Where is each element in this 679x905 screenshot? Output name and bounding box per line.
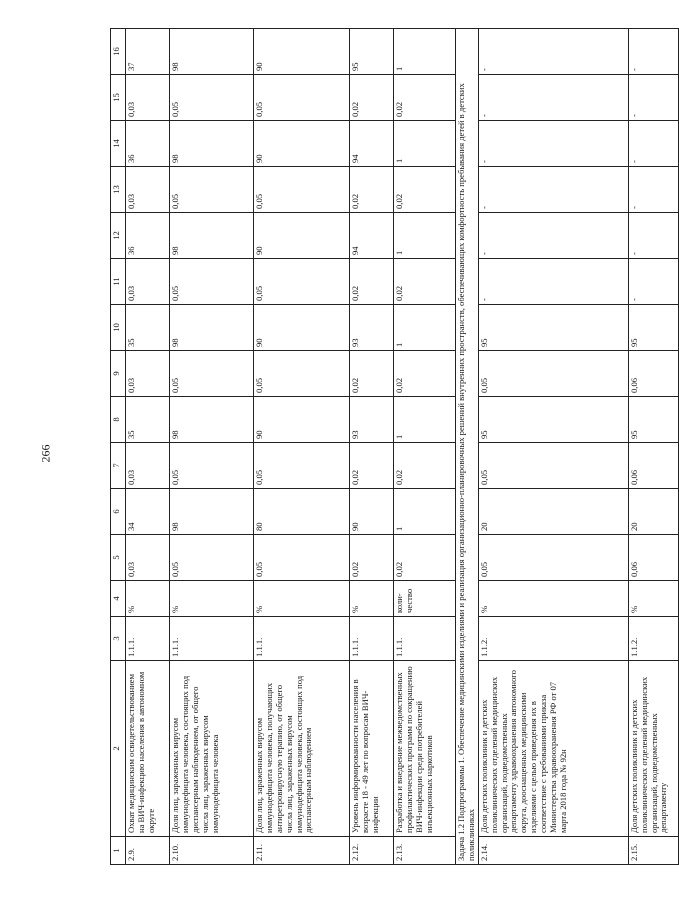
value-cell: - [628,259,678,305]
header-cell: 3 [111,617,126,661]
value-cell: 0,02 [350,259,394,305]
value-cell: 0,05 [170,259,254,305]
value-cell: 0,05 [170,351,254,397]
value-cell: 0,03 [126,167,170,213]
value-cell: 37 [126,29,170,75]
value-cell: 94 [350,121,394,167]
indicator-code-cell: 1.1.1. [394,617,456,661]
value-cell: - [478,259,628,305]
header-cell: 1 [111,837,126,865]
indicator-name-cell: Охват медицинским освидетельствованием на ВИЧ-инфекцию населения в автономном округе [126,661,170,837]
value-cell: 1 [394,305,456,351]
value-cell: 90 [254,213,350,259]
value-cell: 90 [254,305,350,351]
header-cell: 14 [111,121,126,167]
value-cell: 0,03 [126,535,170,581]
value-cell: 1 [394,121,456,167]
value-cell: 0,05 [254,351,350,397]
value-cell: - [628,75,678,121]
row-number-cell: 2.10. [170,837,254,865]
header-cell: 7 [111,443,126,489]
value-cell: 93 [350,397,394,443]
table-row [170,29,254,865]
value-cell: 0,02 [394,535,456,581]
rotated-table-container [110,35,669,865]
value-cell: - [628,167,678,213]
value-cell: 0,05 [254,75,350,121]
value-cell: 90 [254,397,350,443]
table-body [111,29,679,865]
value-cell: 0,05 [478,535,628,581]
value-cell: 80 [254,489,350,535]
header-cell: 9 [111,351,126,397]
value-cell: 98 [170,397,254,443]
value-cell: 1 [394,213,456,259]
indicator-code-cell: 1.1.1. [126,617,170,661]
indicator-name-cell: Доля лиц, зараженных вирусом иммунодефицита человека, состоящих под диспансерным наблюдением, от общего числа лиц, зараженных вирусом иммунодефицита человека [170,661,254,837]
unit-cell: % [170,581,254,617]
value-cell: 36 [126,213,170,259]
row-number-cell: 2.11. [254,837,350,865]
indicator-code-cell: 1.1.1. [170,617,254,661]
value-cell: 0,06 [628,535,678,581]
value-cell: 0,06 [628,351,678,397]
value-cell: 35 [126,305,170,351]
value-cell: 0,02 [350,443,394,489]
value-cell: 95 [478,397,628,443]
indicator-name-cell: Доля детских поликлиник и детских поликлинических отделений медицинских организаций, подведомственных департаменту [628,661,678,837]
table-row [254,29,350,865]
unit-cell: % [254,581,350,617]
value-cell: 0,02 [394,259,456,305]
value-cell: 0,02 [350,75,394,121]
value-cell: 0,02 [394,443,456,489]
header-cell: 15 [111,75,126,121]
header-cell: 8 [111,397,126,443]
header-cell: 2 [111,661,126,837]
value-cell: 0,05 [170,443,254,489]
value-cell: - [478,213,628,259]
value-cell: 0,02 [350,167,394,213]
value-cell: 94 [350,213,394,259]
value-cell: 90 [350,489,394,535]
indicators-table [110,28,679,865]
task-row [456,29,479,865]
value-cell: 0,05 [170,75,254,121]
header-cell: 6 [111,489,126,535]
value-cell: 0,05 [254,259,350,305]
value-cell: 0,05 [254,443,350,489]
value-cell: 0,03 [126,259,170,305]
header-cell: 12 [111,213,126,259]
unit-cell: % [478,581,628,617]
value-cell: 0,02 [394,351,456,397]
indicator-code-cell: 1.1.2. [478,617,628,661]
value-cell: 98 [170,121,254,167]
value-cell: 90 [254,121,350,167]
header-cell: 13 [111,167,126,213]
value-cell: 1 [394,397,456,443]
header-cell: 4 [111,581,126,617]
indicator-name-cell: Разработка и внедрение межведомственных профилактических программ по сокращению ВИЧ-инфекции среди потребителей инъекционных наркотиков [394,661,456,837]
value-cell: 1 [394,29,456,75]
value-cell: 0,02 [394,167,456,213]
row-number-cell: 2.9. [126,837,170,865]
value-cell: 0,02 [350,351,394,397]
indicator-name-cell: Уровень информированности населения в возрасте 18 - 49 лет по вопросам ВИЧ-инфекции [350,661,394,837]
value-cell: 95 [478,305,628,351]
table-row [628,29,678,865]
value-cell: 0,05 [478,443,628,489]
value-cell: 0,02 [394,75,456,121]
value-cell: 0,05 [478,351,628,397]
row-number-cell: 2.15. [628,837,678,865]
value-cell: - [478,75,628,121]
value-cell: 0,02 [350,535,394,581]
value-cell: 0,03 [126,443,170,489]
table-row [478,29,628,865]
value-cell: 95 [350,29,394,75]
header-cell: 5 [111,535,126,581]
unit-cell: % [126,581,170,617]
task-title-cell: Задача 1.2 Подпрограммы 1. Обеспечение медицинскими изделиями и реализация организационно-планировочных решений внутренних пространств, обеспечивающих комфортность пребывания детей в детских поликлиниках [456,29,479,865]
value-cell: - [628,29,678,75]
header-cell: 11 [111,259,126,305]
row-number-cell: 2.14. [478,837,628,865]
value-cell: 36 [126,121,170,167]
value-cell: - [478,167,628,213]
value-cell: 0,05 [254,167,350,213]
value-cell: 20 [478,489,628,535]
table-row [126,29,170,865]
table-row [394,29,456,865]
page-number: 266 [38,444,53,463]
header-row [111,29,126,865]
value-cell: 0,06 [628,443,678,489]
indicator-code-cell: 1.1.2. [628,617,678,661]
value-cell: 95 [628,305,678,351]
value-cell: 0,03 [126,75,170,121]
indicator-name-cell: Доля детских поликлиник и детских поликлинических отделений медицинских организаций, подведомственных департаменту здравоохранения автономного округа, дооснащенных медицинскими изделиями с целью приведения их в соответствие с требованиями приказа Министерства здравоохранения РФ от 07 марта 2018 года № 92н [478,661,628,837]
value-cell: 93 [350,305,394,351]
unit-cell: % [350,581,394,617]
value-cell: 0,05 [254,535,350,581]
indicator-code-cell: 1.1.1. [254,617,350,661]
value-cell: 0,03 [126,351,170,397]
header-cell: 16 [111,29,126,75]
value-cell: 98 [170,305,254,351]
indicator-name-cell: Доля лиц, зараженных вирусом иммунодефицита человека, получающих антиретровирусную терапию, от общего числа лиц, зараженных вирусом иммунодефицита человека, состоящих под диспансерным наблюдением [254,661,350,837]
value-cell: - [478,121,628,167]
unit-cell: коли-чество [394,581,456,617]
value-cell: 98 [170,29,254,75]
unit-cell: % [628,581,678,617]
value-cell: 90 [254,29,350,75]
table-row [350,29,394,865]
value-cell: 98 [170,213,254,259]
value-cell: 95 [628,397,678,443]
value-cell: 20 [628,489,678,535]
indicator-code-cell: 1.1.1. [350,617,394,661]
value-cell: - [478,29,628,75]
value-cell: 98 [170,489,254,535]
row-number-cell: 2.13. [394,837,456,865]
header-cell: 10 [111,305,126,351]
value-cell: 0,05 [170,535,254,581]
row-number-cell: 2.12. [350,837,394,865]
value-cell: - [628,121,678,167]
value-cell: 0,05 [170,167,254,213]
value-cell: 34 [126,489,170,535]
value-cell: 1 [394,489,456,535]
value-cell: - [628,213,678,259]
value-cell: 35 [126,397,170,443]
